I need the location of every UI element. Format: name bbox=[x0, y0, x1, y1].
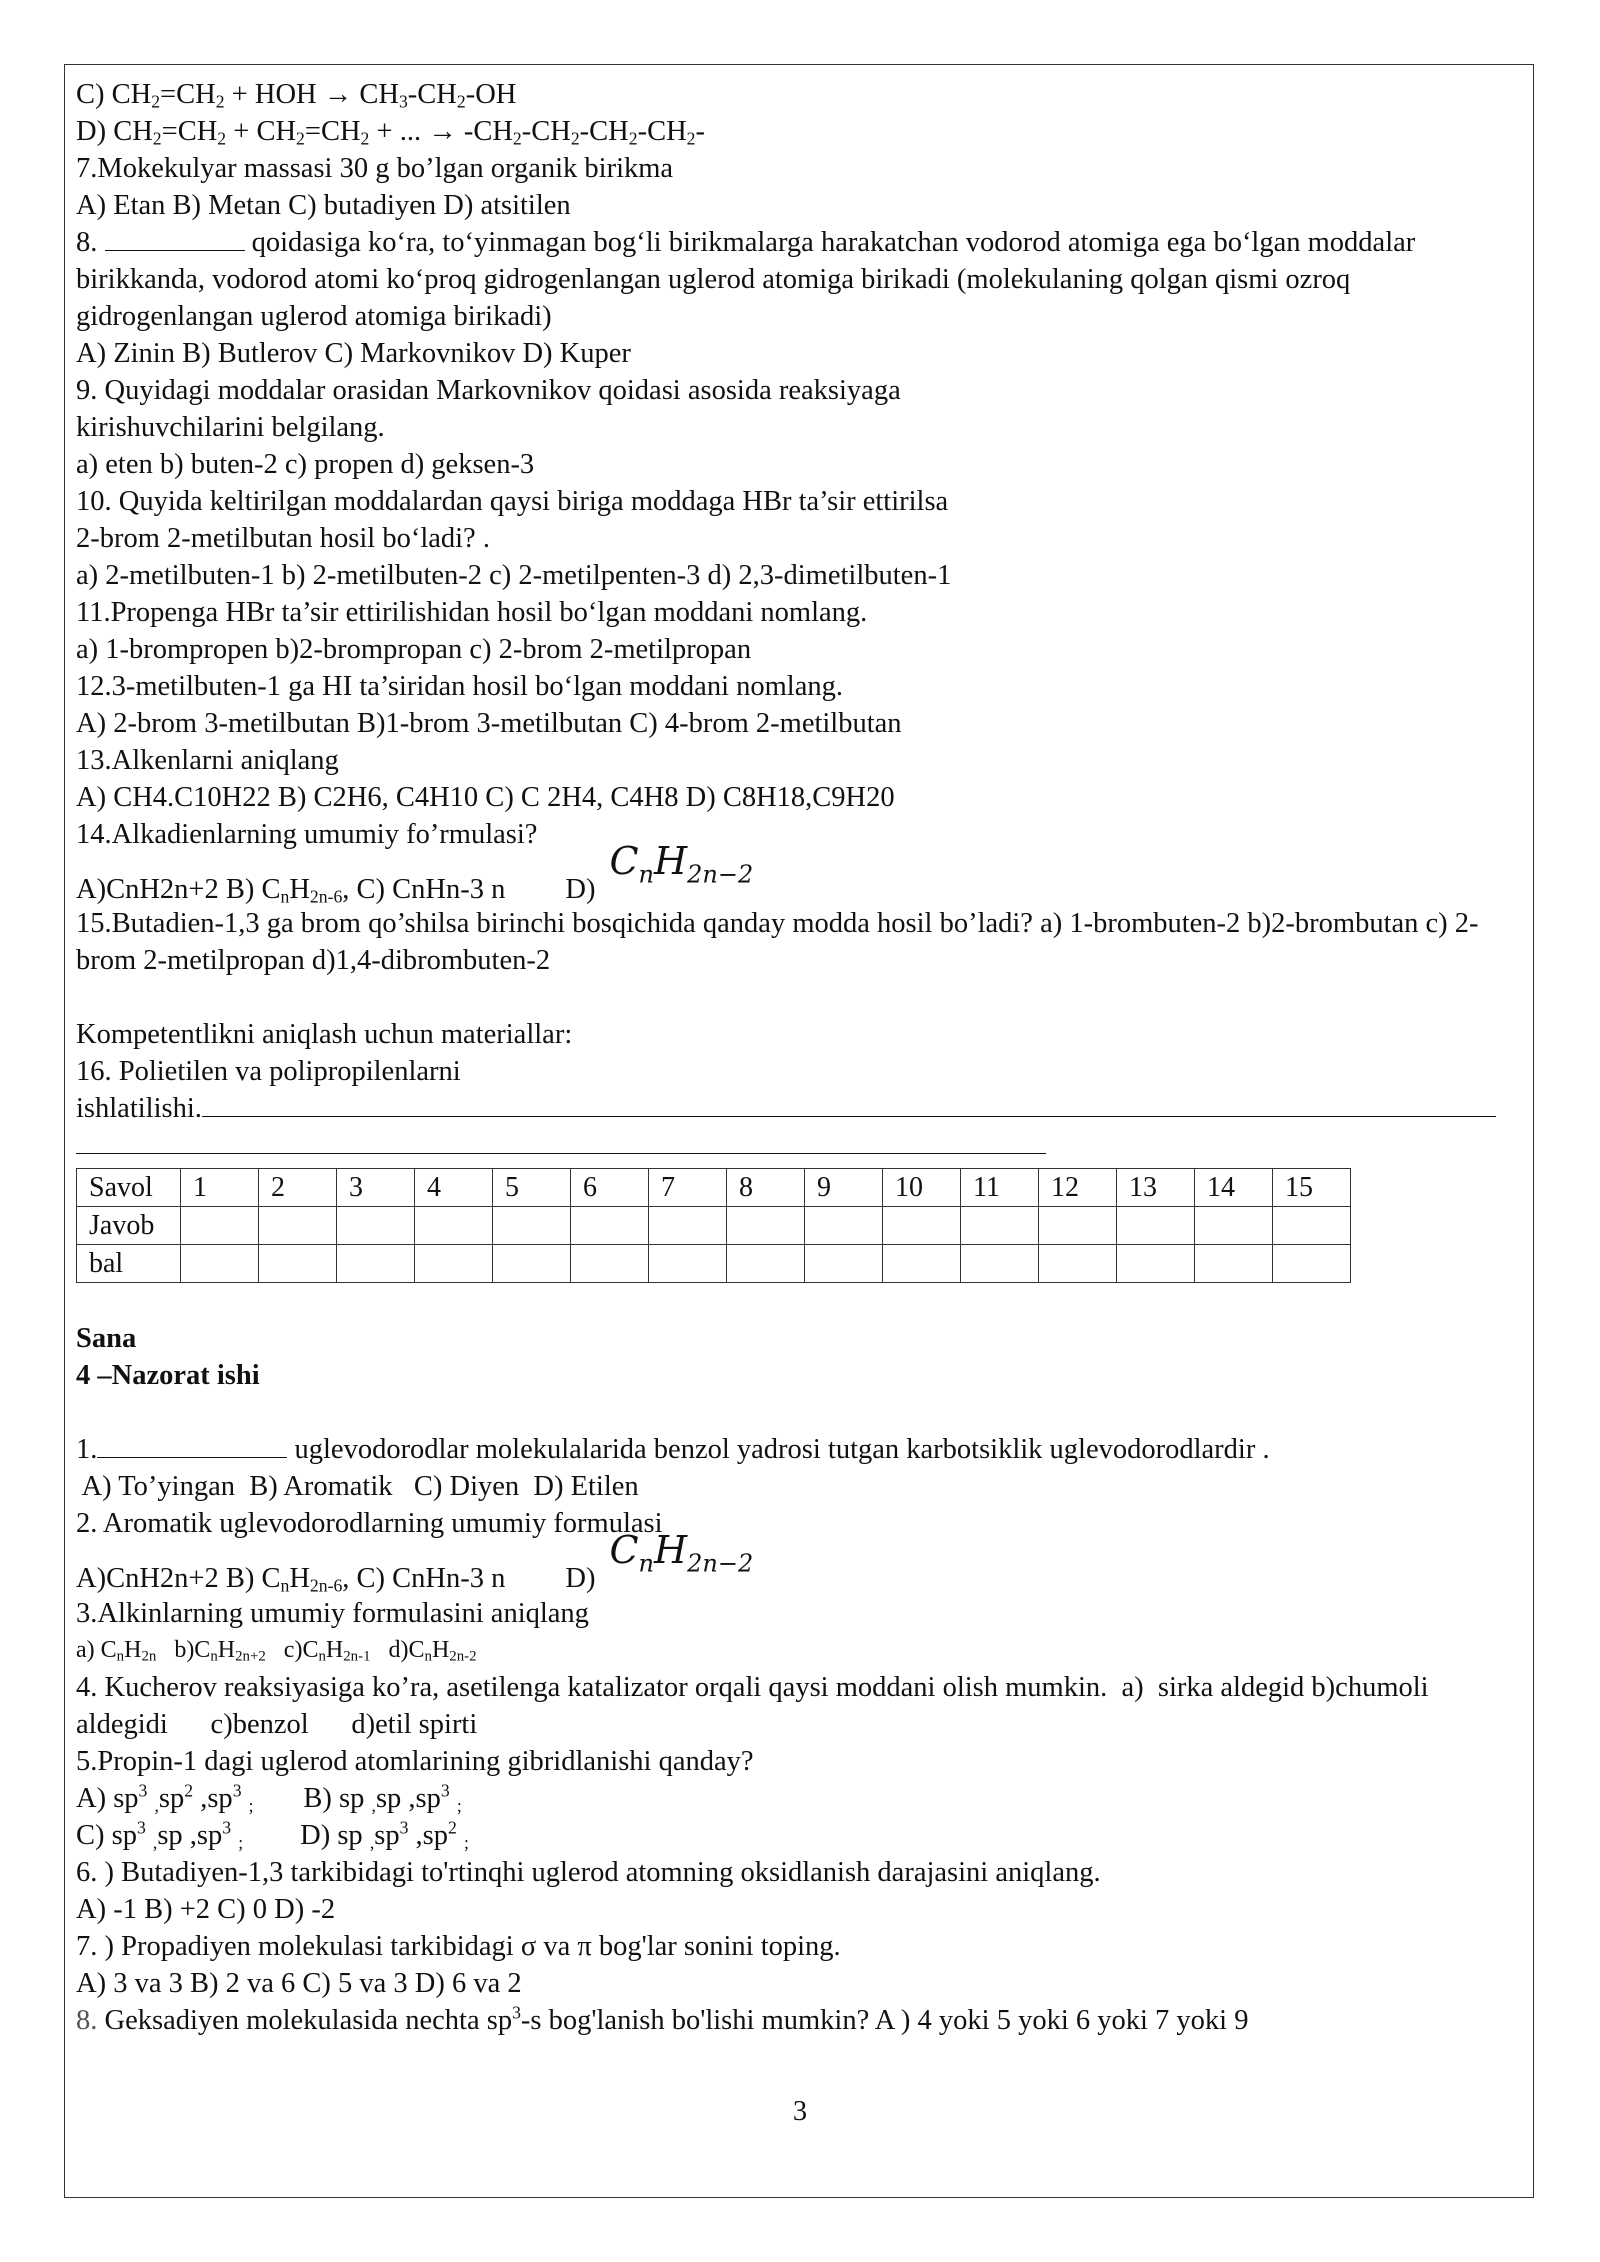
formula-sub: 2n−2 bbox=[687, 1549, 754, 1578]
answer-table-row bbox=[77, 1207, 1351, 1245]
answer-cell bbox=[337, 1245, 415, 1283]
row-label: bal bbox=[77, 1245, 181, 1283]
answer-blank bbox=[97, 1431, 287, 1458]
answer-cell bbox=[181, 1245, 259, 1283]
answer-table bbox=[76, 1168, 1351, 1283]
question-9-cont: kirishuvchilarini belgilang. bbox=[76, 412, 385, 443]
option-d: D) bbox=[565, 1563, 596, 1595]
page-number: 3 bbox=[792, 2096, 808, 2127]
question-text: uglevodorodlar molekulalarida benzol yadrosi tutgan karbotsiklik uglevodorodlardir . bbox=[287, 1434, 1270, 1466]
answer-cell bbox=[883, 1207, 961, 1245]
answer-cell bbox=[1195, 1207, 1273, 1245]
section-title: 4 –Nazorat ishi bbox=[76, 1360, 260, 1392]
question-number: 1. bbox=[76, 1434, 98, 1466]
question-10-options: a) 2-metilbuten-1 b) 2-metilbuten-2 c) 2-metilpenten-3 d) 2,3-dimetilbuten-1 bbox=[76, 560, 952, 591]
nazorat-question-1-options: A) To’yingan B) Aromatik C) Diyen D) Etilen bbox=[76, 1471, 639, 1503]
answer-cell bbox=[259, 1207, 337, 1245]
question-9-options: a) eten b) buten-2 c) propen d) geksen-3 bbox=[76, 449, 535, 480]
nazorat-question-2: 2. Aromatik uglevodorodlarning umumiy formulasi bbox=[76, 1508, 663, 1540]
answer-blank bbox=[105, 224, 245, 251]
options-a-c: A)CnH2n+2 B) $C_nH_{2n-6}$, C) CnHn-3 n bbox=[76, 1563, 506, 1596]
formula-sub: 2n−2 bbox=[687, 860, 754, 889]
answer-cell bbox=[1195, 1245, 1273, 1283]
question-13: 13.Alkenlarni aniqlang bbox=[76, 745, 339, 776]
options-a-c: A)CnH2n+2 B) $C_nH_{2n-6}$, C) CnHn-3 n bbox=[76, 874, 506, 907]
formula-c: C bbox=[609, 839, 639, 883]
question-16: 16. Polietilen va polipropilenlarni bbox=[76, 1056, 461, 1088]
answer-cell bbox=[493, 1207, 571, 1245]
answer-line bbox=[76, 1127, 1046, 1154]
question-10-cont: 2-brom 2-metilbutan hosil bo‘ladi? . bbox=[76, 523, 490, 554]
date-label: Sana bbox=[76, 1323, 137, 1355]
row-label: Javob bbox=[77, 1207, 181, 1245]
question-10: 10. Quyida keltirilgan moddalardan qaysi biriga moddaga HBr ta’sir ettirilsa bbox=[76, 486, 949, 517]
answer-cell bbox=[961, 1207, 1039, 1245]
question-number-cell: 10 bbox=[883, 1169, 961, 1207]
question-number-cell: 1 bbox=[181, 1169, 259, 1207]
answer-cell bbox=[727, 1245, 805, 1283]
answer-cell bbox=[571, 1207, 649, 1245]
question-number-cell: 14 bbox=[1195, 1169, 1273, 1207]
question-16-text: ishlatilishi. bbox=[76, 1093, 202, 1125]
answer-cell bbox=[1273, 1207, 1351, 1245]
answer-cell bbox=[727, 1207, 805, 1245]
option-line: D) $CH_2=CH_2 + CH_2=CH_2$ + ... → $-CH_2-CH_2-CH_2-CH_2-$ bbox=[76, 116, 705, 149]
answer-cell bbox=[493, 1245, 571, 1283]
question-11-options: a) 1-brompropen b)2-brompropan c) 2-brom 2-metilpropan bbox=[76, 634, 752, 665]
answer-cell bbox=[883, 1245, 961, 1283]
question-8 bbox=[76, 224, 1516, 335]
answer-cell bbox=[1039, 1207, 1117, 1245]
answer-cell bbox=[961, 1245, 1039, 1283]
formula-n: n bbox=[638, 1549, 655, 1578]
answer-cell bbox=[415, 1245, 493, 1283]
document-body bbox=[76, 76, 1516, 2039]
question-number-cell: 9 bbox=[805, 1169, 883, 1207]
question-16-cont bbox=[76, 1090, 1516, 1127]
answer-cell bbox=[259, 1245, 337, 1283]
question-11: 11.Propenga HBr ta’sir ettirilishidan hosil bo‘lgan moddani nomlang. bbox=[76, 597, 868, 628]
question-number-cell: 8 bbox=[727, 1169, 805, 1207]
question-8-options: A) Zinin B) Butlerov C) Markovnikov D) Kuper bbox=[76, 338, 631, 369]
question-number-cell: 2 bbox=[259, 1169, 337, 1207]
nazorat-question-7: 7. ) Propadiyen molekulasi tarkibidagi σ va π bog'lar sonini toping. bbox=[76, 1930, 841, 1962]
formula-h: H bbox=[654, 839, 688, 883]
general-formula bbox=[609, 1528, 754, 1582]
formula-n: n bbox=[638, 860, 655, 889]
question-text: qoidasiga ko‘ra, to‘yinmagan bog‘li birikmalarga harakatchan vodorod atomiga ega bo‘lgan moddalar birikkanda, vodorod atomi ko‘proq gidrogenlangan uglerod atomiga birikadi (molekulaning qolgan qismi ozroq gidrogenlangan uglerod atomiga birikadi) bbox=[76, 227, 1416, 332]
nazorat-question-7-options: A) 3 va 3 B) 2 va 6 C) 5 va 3 D) 6 va 2 bbox=[76, 1967, 522, 1999]
question-12: 12.3-metilbuten-1 ga HI ta’siridan hosil bo‘lgan moddani nomlang. bbox=[76, 671, 843, 702]
question-number-cell: 6 bbox=[571, 1169, 649, 1207]
question-number-cell: 7 bbox=[649, 1169, 727, 1207]
formula-c: C bbox=[609, 1528, 639, 1573]
row-label: Savol bbox=[77, 1169, 181, 1207]
answer-table-row bbox=[77, 1169, 1351, 1207]
question-15: 15.Butadien-1,3 ga brom qo’shilsa birinchi bosqichida qanday modda hosil bo’ladi? a) 1-brombuten-2 b)2-brombutan c) 2-brom 2-metilpropan d)1,4-dibrombuten-2 bbox=[76, 908, 1479, 977]
question-number-cell: 3 bbox=[337, 1169, 415, 1207]
formula-h: H bbox=[654, 1528, 688, 1573]
nazorat-question-5-row2: C) $sp^3$ $_,$sp $,sp^3$ $_;$ D) sp $_,sp^3$ $,sp^2$ $_;$ bbox=[76, 1817, 469, 1853]
question-12-options: A) 2-brom 3-metilbutan B)1-brom 3-metilbutan C) 4-brom 2-metilbutan bbox=[76, 708, 902, 739]
nazorat-question-6: 6. ) Butadiyen-1,3 tarkibidagi to'rtinqhi uglerod atomning oksidlanish darajasini aniqlang. bbox=[76, 1856, 1101, 1888]
nazorat-question-6-options: A) -1 B) +2 C) 0 D) -2 bbox=[76, 1893, 336, 1925]
question-14: 14.Alkadienlarning umumiy fo’rmulasi? bbox=[76, 819, 538, 850]
nazorat-question-5-row1: A) $sp^3$ $_,sp^2$ $,sp^3$ $_;$ B) sp $_,$sp $,sp^3$ $_;$ bbox=[76, 1780, 462, 1816]
question-number-cell: 11 bbox=[961, 1169, 1039, 1207]
question-number-cell: 13 bbox=[1117, 1169, 1195, 1207]
answer-cell bbox=[415, 1207, 493, 1245]
answer-cell bbox=[1273, 1245, 1351, 1283]
nazorat-question-1 bbox=[76, 1431, 1516, 1468]
nazorat-question-4: 4. Kucherov reaksiyasiga ko’ra, asetilenga katalizator orqali qaysi moddani olish mumkin. a) sirka aldegid b)chumoli aldegidi c)benzol d)etil spirti bbox=[76, 1671, 1436, 1740]
answer-cell bbox=[649, 1207, 727, 1245]
answer-cell bbox=[805, 1245, 883, 1283]
answer-line bbox=[202, 1090, 1496, 1117]
question-7: 7.Mokekulyar massasi 30 g bo’lgan organik birikma bbox=[76, 153, 674, 184]
competence-title: Kompetentlikni aniqlash uchun materiallar: bbox=[76, 1019, 573, 1051]
question-number: 8. bbox=[76, 227, 98, 258]
nazorat-question-3-options: a) $C_nH_{2n}$ $b)C_nH_{2n+2}$ $c)C_nH_{2n-1}$ $d)C_nH_{2n-2}$ bbox=[76, 1636, 477, 1665]
answer-cell bbox=[571, 1245, 649, 1283]
question-number: 8. bbox=[76, 2004, 98, 2036]
question-7-options: A) Etan B) Metan C) butadiyen D) atsitilen bbox=[76, 190, 571, 221]
answer-line-2 bbox=[76, 1127, 1516, 1164]
general-formula bbox=[609, 839, 754, 893]
answer-cell bbox=[1117, 1245, 1195, 1283]
question-9: 9. Quyidagi moddalar orasidan Markovnikov qoidasi asosida reaksiyaga bbox=[76, 375, 901, 406]
question-number-cell: 5 bbox=[493, 1169, 571, 1207]
answer-cell bbox=[649, 1245, 727, 1283]
answer-cell bbox=[1117, 1207, 1195, 1245]
answer-table-row bbox=[77, 1245, 1351, 1283]
nazorat-question-8 bbox=[76, 2002, 1516, 2039]
answer-cell bbox=[805, 1207, 883, 1245]
question-text: Geksadiyen molekulasida nechta $sp^3-s$ bog'lanish bo'lishi mumkin? A ) 4 yoki 5 yoki 6 yoki 7 yoki 9 bbox=[97, 2002, 1249, 2036]
answer-cell bbox=[181, 1207, 259, 1245]
option-line: C) $CH_2=CH_2$ + HOH → $CH_3-CH_2-OH$ bbox=[76, 79, 517, 112]
option-d: D) bbox=[565, 874, 596, 905]
question-number-cell: 12 bbox=[1039, 1169, 1117, 1207]
nazorat-question-3: 3.Alkinlarning umumiy formulasini aniqlang bbox=[76, 1597, 589, 1629]
question-number-cell: 15 bbox=[1273, 1169, 1351, 1207]
question-number-cell: 4 bbox=[415, 1169, 493, 1207]
answer-cell bbox=[1039, 1245, 1117, 1283]
answer-cell bbox=[337, 1207, 415, 1245]
nazorat-question-5: 5.Propin-1 dagi uglerod atomlarining gibridlanishi qanday? bbox=[76, 1745, 754, 1777]
question-13-options: A) CH4.C10H22 B) C2H6, C4H10 C) C 2H4, C4H8 D) C8H18,C9H20 bbox=[76, 782, 895, 813]
